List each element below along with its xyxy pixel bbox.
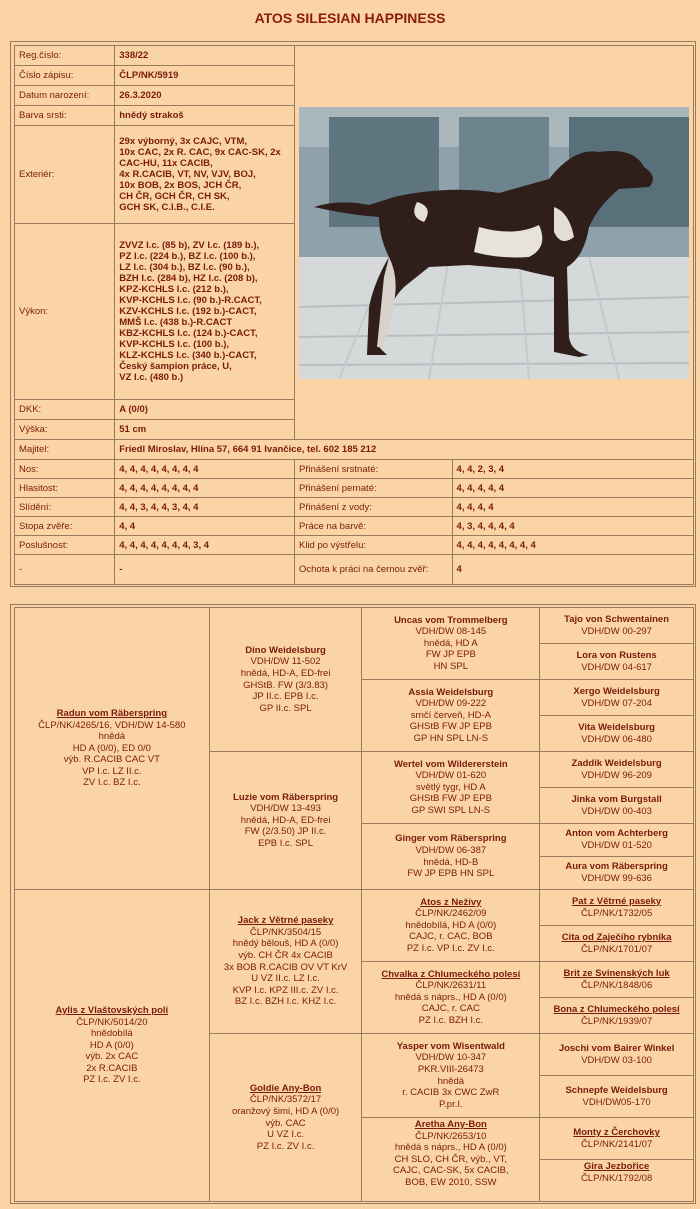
exterier-line: 4x R.CACIB, VT, NV, VJV, BOJ, — [119, 169, 256, 180]
dog-detail: 2x R.CACIB — [86, 1062, 138, 1074]
dog-name: Anton vom Achterberg — [565, 828, 668, 840]
dog-name: Uncas vom Trommelberg — [394, 614, 508, 626]
exterier-label: Exteriér: — [15, 126, 115, 224]
score-label: Přinášení z vody: — [294, 498, 452, 517]
dog-detail: světlý tygr, HD A — [415, 781, 486, 793]
dog-detail: EPB I.c. SPL — [258, 837, 314, 849]
info-panel — [10, 41, 696, 587]
parent-sire — [15, 608, 210, 890]
score-value: 4, 4, 4, 4, 4, 4, 4, 4 — [452, 536, 693, 555]
dog-detail: CAJC, CAC-SK, 5x CACIB, — [393, 1165, 509, 1177]
dog-reg: VDH/DW 01-520 — [581, 840, 652, 851]
dog-detail: PZ I.c. VP I.c. ZV I.c. — [406, 942, 495, 954]
dog-detail: ZV I.c. BZ I.c. — [83, 777, 141, 789]
dog-detail: ČLP/NK/3504/15 — [249, 926, 322, 938]
exterier-line: CH ČR, GCH ČR, CH SK, — [119, 191, 230, 202]
ancestor — [540, 1076, 694, 1118]
score-value: 4, 4, 4, 4, 4, 4, 4, 4 — [115, 479, 295, 498]
dog-detail: HD A (0/0), ED 0/0 — [72, 742, 151, 754]
exterier-line: 29x výborný, 3x CAJC, VTM, — [119, 136, 248, 147]
dog-detail: GHStB FW JP EPB — [409, 793, 492, 805]
dog-reg: ČLP/NK/1939/07 — [580, 1015, 653, 1027]
zapis-label: Číslo zápisu: — [15, 66, 115, 86]
vykon-value — [115, 224, 295, 400]
grandparent — [209, 1034, 362, 1202]
dog-reg: VDH/DW 06-480 — [581, 733, 652, 745]
dog-image — [299, 107, 689, 379]
vykon-line: ZVVZ I.c. (85 b), ZV I.c. (189 b.), — [119, 240, 260, 251]
great-grandparent — [362, 824, 540, 890]
score-label: - — [15, 555, 115, 585]
dog-name-link[interactable]: Cita od Zaječího rybníka — [561, 931, 672, 943]
ancestor — [540, 716, 694, 752]
zapis-value: ČLP/NK/5919 — [115, 66, 295, 86]
dog-detail: GHStB FW JP EPB — [409, 721, 492, 733]
dog-name: Luzie vom Räberspring — [233, 791, 339, 803]
dog-detail: CH SLO, CH ČR, výb., VT, — [394, 1153, 508, 1165]
info-table — [14, 45, 694, 585]
dog-name: Joschi vom Bairer Winkel — [558, 1042, 675, 1054]
parent-dam — [15, 890, 210, 1202]
score-value: 4, 4, 4, 4 — [452, 498, 693, 517]
dog-reg: ČLP/NK/1701/07 — [580, 943, 653, 955]
majitel-value: Friedl Miroslav, Hlína 57, 664 91 Ivančice, tel. 602 185 212 — [115, 440, 694, 460]
dog-name-link[interactable]: Radun vom Räberspring — [56, 707, 167, 719]
dog-detail: BOB, EW 2010, SSW — [405, 1176, 497, 1188]
exterier-line: 10x CAC, 2x R. CAC, 9x CAC-SK, 2x — [119, 147, 281, 158]
ancestor — [540, 824, 694, 857]
dog-name-link[interactable]: Goldie Any-Bon — [249, 1082, 322, 1094]
score-value: 4, 4 — [115, 517, 295, 536]
vykon-line: LZ I.c. (304 b.), BZ I.c. (90 b.), — [119, 262, 250, 273]
dog-name: Wertel vom Wildererstein — [393, 758, 508, 770]
ancestor — [540, 644, 694, 680]
ancestor — [540, 1160, 694, 1202]
dog-detail: hnědý bělouš, HD A (0/0) — [232, 938, 339, 950]
dog-detail: hnědá s náprs., HD A (0/0) — [394, 991, 507, 1003]
dog-name: Lora von Rustens — [576, 649, 657, 661]
dog-detail: U VZ I.c. — [267, 1129, 305, 1141]
dog-reg: VDH/DW05-170 — [582, 1096, 651, 1108]
dog-detail: oranžový šimi, HD A (0/0) — [231, 1105, 340, 1117]
vyska-label: Výška: — [15, 420, 115, 440]
narozeni-label: Datum narození: — [15, 86, 115, 106]
dog-name: Vita Weidelsburg — [578, 721, 655, 733]
page-title: ATOS SILESIAN HAPPINESS — [254, 10, 446, 26]
dog-name: Xergo Weidelsburg — [573, 685, 660, 697]
pedigree-table — [14, 607, 694, 1202]
dog-name: Dino Weidelsburg — [245, 644, 326, 656]
barva-label: Barva srsti: — [15, 106, 115, 126]
vykon-line: KPZ-KCHLS I.c. (212 b.), — [119, 284, 229, 295]
vykon-line: KVP-KCHLS I.c. (90 b.)-R.CACT, — [119, 295, 262, 306]
dog-name: Tajo von Schwentainen — [564, 613, 670, 625]
vykon-line: KLZ-KCHLS I.c. (340 b.)-CACT, — [119, 350, 257, 361]
ancestor — [540, 680, 694, 716]
score-label: Stopa zvěře: — [15, 517, 115, 536]
narozeni-value: 26.3.2020 — [115, 86, 295, 106]
dog-name: Schnepfe Weidelsburg — [565, 1084, 668, 1096]
exterier-line: 10x BOB, 2x BOS, JCH ČR, — [119, 180, 242, 191]
ancestor — [540, 857, 694, 890]
dog-name-link[interactable]: Jack z Větrné paseky — [237, 915, 334, 927]
exterier-line: CAC-HU, 11x CACIB, — [119, 158, 213, 169]
ancestor — [540, 1034, 694, 1076]
vykon-line: VZ I.c. (480 b.) — [119, 372, 184, 383]
dog-name-link[interactable]: Pat z Větrné paseky — [571, 895, 662, 907]
dkk-label: DKK: — [15, 400, 115, 420]
score-label: Hlasitost: — [15, 479, 115, 498]
score-value: 4, 4, 4, 4, 4, 4, 4, 3, 4 — [115, 536, 295, 555]
vykon-line: Český šampion práce, U, — [119, 361, 232, 372]
exterier-line: GCH SK, C.I.B., C.I.E. — [119, 202, 215, 213]
dog-detail: FW JP EPB HN SPL — [407, 868, 495, 880]
great-grandparent — [362, 608, 540, 680]
dog-reg: ČLP/NK/2141/07 — [580, 1138, 653, 1150]
dog-photo — [299, 107, 689, 379]
score-value: 4 — [452, 555, 693, 585]
dog-detail: VDH/DW 10-347 — [415, 1052, 487, 1064]
dog-detail: hnědá s náprs., HD A (0/0) — [394, 1142, 507, 1154]
dog-detail: HN SPL — [433, 660, 468, 672]
pedigree-panel — [10, 604, 696, 1204]
dog-name-link[interactable]: Aretha Any-Bon — [414, 1119, 487, 1130]
dog-detail: výb. CH ČR 4x CACIB — [238, 949, 333, 961]
grandparent — [209, 608, 362, 752]
dog-reg: ČLP/NK/1732/05 — [580, 907, 653, 919]
dog-detail: ČLP/NK/3572/17 — [249, 1094, 322, 1106]
dog-reg: VDH/DW 00-403 — [581, 805, 652, 817]
dog-detail: hnědá — [98, 731, 126, 743]
dog-detail: P.pr.I. — [439, 1098, 463, 1110]
dog-reg: VDH/DW 03-100 — [581, 1054, 652, 1066]
dog-detail: r. CACIB 3x CWC ZwR — [402, 1087, 500, 1099]
dog-detail: ČLP/NK/2462/09 — [415, 908, 487, 920]
dog-reg: VDH/DW 00-297 — [581, 625, 652, 637]
score-label: Nos: — [15, 460, 115, 479]
dog-detail: PZ I.c. ZV I.c. — [256, 1140, 315, 1152]
dog-reg: VDH/DW 04-617 — [581, 661, 652, 673]
score-value: 4, 4, 4, 4, 4 — [452, 479, 693, 498]
score-value: 4, 4, 3, 4, 4, 3, 4, 4 — [115, 498, 295, 517]
great-grandparent — [362, 890, 540, 962]
dog-detail: PZ I.c. BZH I.c. — [418, 1014, 484, 1026]
vykon-line: KZV-KCHLS I.c. (192 b.)-CACT, — [119, 306, 257, 317]
dog-name: Aura vom Räberspring — [565, 861, 668, 873]
dog-reg: ČLP/NK/1792/08 — [580, 1172, 653, 1184]
dog-detail: VDH/DW 06-387 — [415, 844, 487, 856]
dog-detail: GP HN SPL LN-S — [413, 732, 489, 744]
great-grandparent — [362, 1118, 540, 1202]
exterier-value — [115, 126, 295, 224]
ancestor — [540, 752, 694, 788]
dog-name-link[interactable]: Gira Jezbořice — [583, 1161, 650, 1172]
dog-detail: VDH/DW 11-502 — [250, 656, 321, 668]
reg-value: 338/22 — [115, 46, 295, 66]
great-grandparent — [362, 962, 540, 1034]
score-label: Práce na barvě: — [294, 517, 452, 536]
dog-reg: VDH/DW 07-204 — [581, 697, 652, 709]
majitel-label: Majitel: — [15, 440, 115, 460]
dog-detail: CAJC, r. CAC — [421, 1003, 480, 1015]
dog-detail: KVP I.c. KPZ III.c. ZV I.c. — [232, 984, 339, 996]
score-label: Poslušnost: — [15, 536, 115, 555]
dog-detail: VDH/DW 09-222 — [415, 698, 487, 710]
dog-detail: hnědá, HD-A, ED-frei — [240, 814, 331, 826]
dog-detail: výb. R.CACIB CAC VT — [63, 754, 160, 766]
score-value: 4, 3, 4, 4, 4, 4 — [452, 517, 693, 536]
vykon-label: Výkon: — [15, 224, 115, 400]
dog-detail: hnědá — [437, 1075, 465, 1087]
dog-detail: srnčí červeň, HD-A — [410, 709, 491, 721]
reg-label: Reg.číslo: — [15, 46, 115, 66]
dog-detail: hnědobílá, HD A (0/0) — [405, 919, 497, 931]
vykon-line: PZ I.c. (224 b.), BZ I.c. (100 b.), — [119, 251, 256, 262]
dog-detail: FW JP EPB — [425, 649, 476, 661]
dog-detail: ČLP/NK/4265/16, VDH/DW 14-580 — [38, 719, 186, 731]
score-label: Přinášení pernaté: — [294, 479, 452, 498]
dog-detail: BZ I.c. BZH I.c. KHZ I.c. — [234, 996, 337, 1008]
dog-name: Ginger vom Räberspring — [395, 833, 507, 845]
grandparent — [209, 752, 362, 890]
barva-value: hnědý strakoš — [115, 106, 295, 126]
dog-name-link[interactable]: Monty z Čerchovky — [573, 1126, 660, 1138]
great-grandparent — [362, 680, 540, 752]
vykon-line: BZH I.c. (284 b), HZ I.c. (208 b), — [119, 273, 258, 284]
dog-detail: GP II.c. SPL — [259, 702, 312, 714]
ancestor — [540, 998, 694, 1034]
dog-reg: VDH/DW 99-636 — [581, 873, 652, 884]
ancestor — [540, 788, 694, 824]
dog-detail: FW (2/3.50) JP II.c. — [244, 826, 327, 838]
vykon-line: KVP-KCHLS I.c. (100 b.), — [119, 339, 230, 350]
grandparent — [209, 890, 362, 1034]
dog-detail: U VZ II.c. LZ I.c. — [251, 973, 320, 985]
dog-detail: GP SWI SPL LN-S — [411, 804, 491, 816]
dog-detail: CAJC, r. CAC, BOB — [409, 931, 493, 943]
dog-detail: výb. CAC — [265, 1117, 306, 1129]
ancestor — [540, 608, 694, 644]
dog-name-link[interactable]: Atos z Nežívy — [420, 896, 482, 908]
score-value: 4, 4, 2, 3, 4 — [452, 460, 693, 479]
dog-detail: hnědá, HD-A, ED-frei — [240, 667, 331, 679]
ancestor — [540, 890, 694, 926]
vyska-value: 51 cm — [115, 420, 295, 440]
dog-reg: VDH/DW 96-209 — [581, 769, 652, 781]
score-label: Přinášení srstnaté: — [294, 460, 452, 479]
ancestor — [540, 962, 694, 998]
dog-detail: ČLP/NK/2653/10 — [415, 1130, 487, 1142]
dog-reg: ČLP/NK/1848/06 — [580, 979, 653, 991]
dog-detail: VP I.c. LZ II.c. — [82, 765, 142, 777]
score-value: - — [115, 555, 295, 585]
dog-detail: PKR.VIII-26473 — [417, 1063, 484, 1075]
dog-name: Jinka vom Burgstall — [571, 793, 662, 805]
dog-name: Zaddik Weidelsburg — [571, 757, 662, 769]
dog-name: Yasper vom Wisentwald — [396, 1040, 505, 1052]
dog-name-link[interactable]: Bona z Chlumeckého polesí — [553, 1003, 680, 1015]
score-value: 4, 4, 4, 4, 4, 4, 4, 4 — [115, 460, 295, 479]
ancestor — [540, 1118, 694, 1160]
dog-name: Assia Weidelsburg — [408, 686, 494, 698]
dog-detail: výb. 2x CAC — [85, 1051, 139, 1063]
score-label: Ochota k práci na černou zvěř: — [294, 555, 452, 585]
dog-detail: HD A (0/0) — [89, 1039, 134, 1051]
great-grandparent — [362, 1034, 540, 1118]
dog-detail: 3x BOB R.CACIB OV VT KrV — [223, 961, 348, 973]
score-label: Klid po výstřelu: — [294, 536, 452, 555]
dog-detail: PZ I.c. ZV I.c. — [83, 1074, 141, 1086]
dog-detail: JP II.c. EPB I.c. — [252, 691, 319, 703]
great-grandparent — [362, 752, 540, 824]
dog-detail: VDH/DW 01-620 — [415, 770, 487, 782]
dkk-value: A (0/0) — [115, 400, 295, 420]
photo-cell — [294, 46, 693, 440]
ancestor — [540, 926, 694, 962]
dog-detail: hnědá, HD-B — [423, 856, 479, 868]
dog-detail: GHStB. FW (3/3.83) — [243, 679, 329, 691]
vykon-line: KBZ-KCHLS I.c. (124 b.)-CACT, — [119, 328, 258, 339]
dog-name-link[interactable]: Aylis z Vlaštovských polí — [55, 1004, 169, 1016]
dog-detail: hnědá, HD A — [423, 637, 478, 649]
vykon-line: MMŠ I.c. (438 b.)-R.CACT — [119, 317, 233, 328]
dog-detail: VDH/DW 08-145 — [415, 626, 487, 638]
dog-name-link[interactable]: Brit ze Svinenských luk — [563, 967, 670, 979]
dog-detail: hnědobílá — [90, 1028, 133, 1040]
dog-detail: ČLP/NK/5014/20 — [76, 1016, 148, 1028]
dog-detail: VDH/DW 13-493 — [250, 803, 321, 815]
score-label: Slídění: — [15, 498, 115, 517]
dog-detail: ČLP/NK/2631/11 — [415, 980, 487, 992]
dog-name-link[interactable]: Chvalka z Chlumeckého polesí — [381, 968, 521, 980]
